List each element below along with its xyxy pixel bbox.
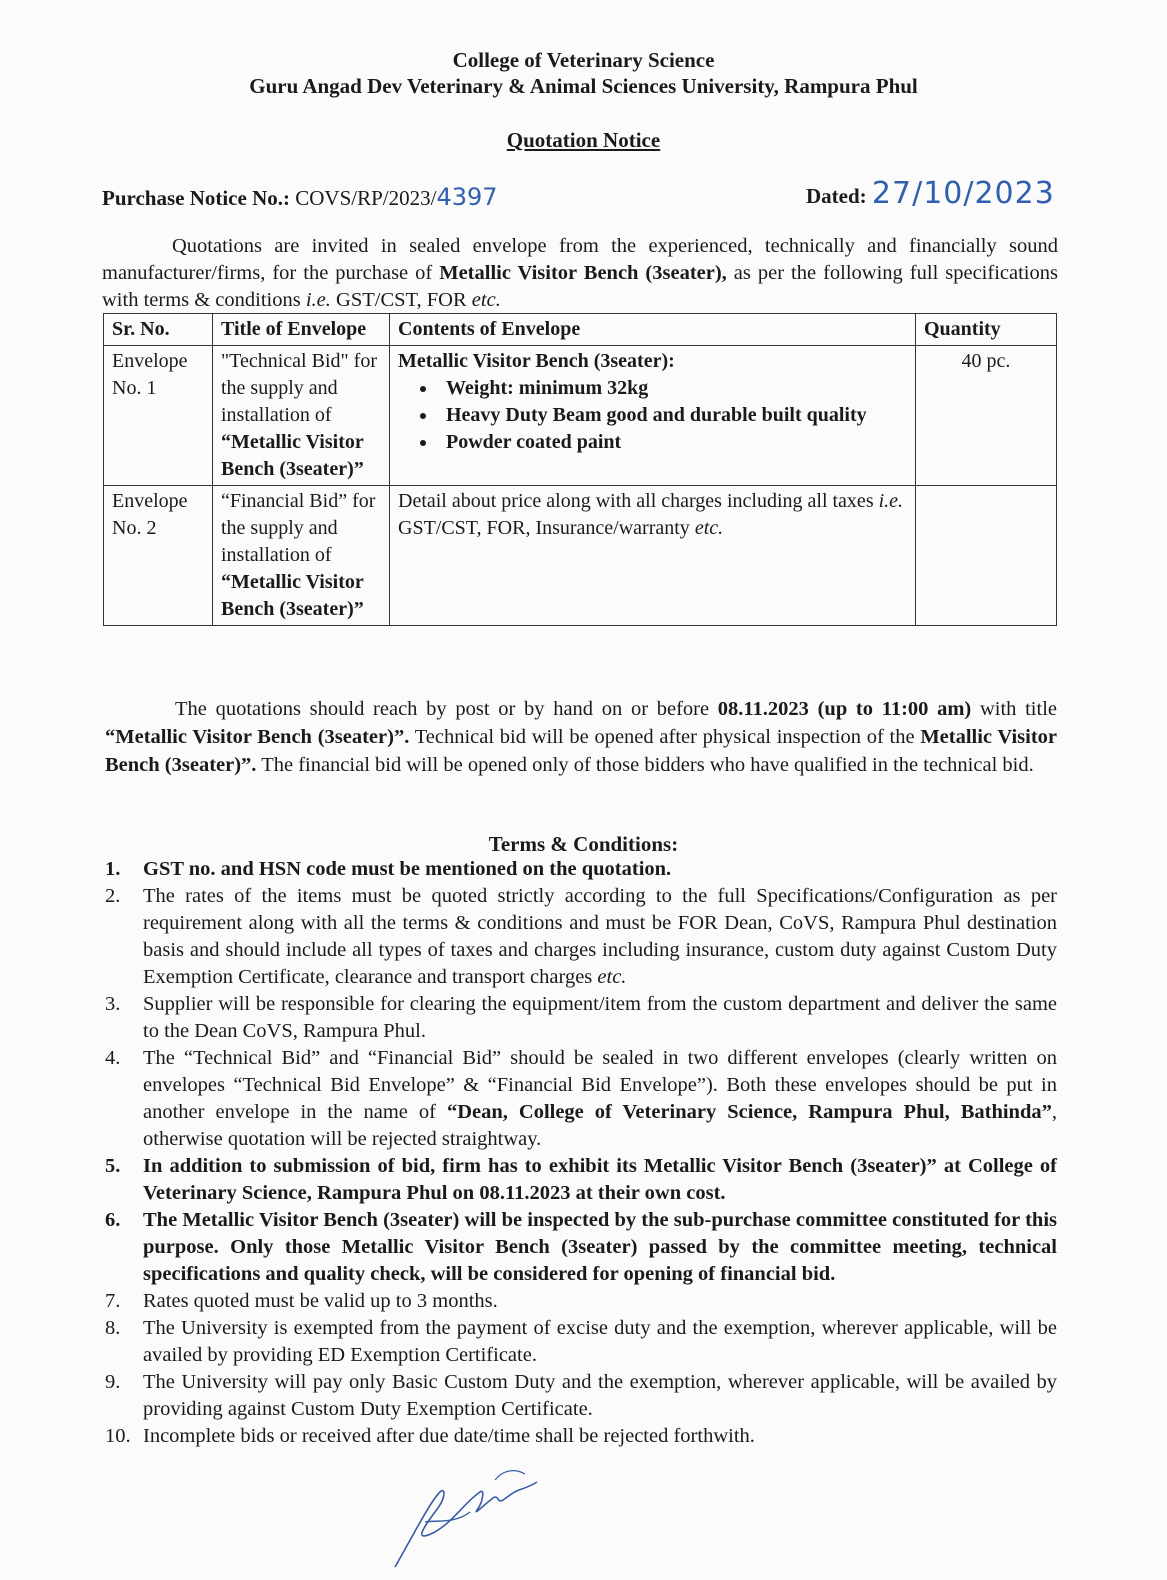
intro-text-3: GST/CST, FOR bbox=[330, 289, 472, 311]
terms-title: Terms & Conditions: bbox=[488, 832, 679, 856]
handwritten-date: 27/10/2023 bbox=[871, 176, 1055, 211]
term-text: GST no. and HSN code must be mentioned on the quotation. bbox=[143, 858, 672, 880]
list-item bbox=[105, 1045, 1057, 1153]
row1-title-item: “Metallic Visitor Bench (3seater)” bbox=[221, 431, 364, 480]
header-title: Title of Envelope bbox=[213, 314, 390, 346]
term-text: The Metallic Visitor Bench (3seater) will be inspected by the sub-purchase committee constituted for this purpose. Only those Metallic Visitor Bench (3seater) passed by the committee meeting, technical specifications and quality check, will be considered for opening of financial bid. bbox=[143, 1209, 1057, 1285]
list-item bbox=[105, 1153, 1057, 1207]
term-number: 2. bbox=[105, 885, 121, 907]
terms-list bbox=[105, 856, 1057, 1450]
row1-contents bbox=[390, 346, 916, 486]
term-number: 9. bbox=[105, 1371, 121, 1393]
list-item: • Heavy Duty Beam good and durable built quality bbox=[438, 402, 907, 429]
row2-contents bbox=[390, 486, 916, 626]
purchase-notice-prefix: COVS/RP/2023/ bbox=[295, 186, 437, 210]
term-text: The rates of the items must be quoted strictly according to the full Specifications/Configuration as per requirement along with all the terms & conditions and must be FOR Dean, CoVS, Rampura Phul destination basis and should include all types of taxes and charges including insurance, custom duty against Custom Duty Exemption Certificate, clearance and transport charges bbox=[143, 885, 1057, 988]
row2-contents-etc: etc. bbox=[694, 517, 724, 539]
term-number: 6. bbox=[105, 1209, 121, 1231]
header-sr-no: Sr. No. bbox=[104, 314, 213, 346]
handwritten-notice-number: 4397 bbox=[436, 183, 498, 211]
intro-text-1: Quotations are invited in sealed envelope from the experienced, technically and financially sound manufacturer/firms, for the purchase of bbox=[102, 235, 1058, 284]
term-text-etc: etc. bbox=[597, 966, 627, 988]
term-text: In addition to submission of bid, firm has to exhibit its Metallic Visitor Bench (3seater)” at College of Veterinary Science, Rampura Phul on 08.11.2023 at their own cost. bbox=[143, 1155, 1057, 1204]
term-text-end: , otherwise quotation will be rejected straightway. bbox=[143, 1101, 1057, 1150]
term-text: Incomplete bids or received after due date/time shall be rejected forthwith. bbox=[143, 1425, 755, 1447]
row2-title bbox=[213, 486, 390, 626]
submission-text-2: with title bbox=[971, 698, 1057, 720]
submission-text-4: The financial bid will be opened only of those bidders who have qualified in the technical bid. bbox=[256, 754, 1034, 776]
term-number: 8. bbox=[105, 1317, 121, 1339]
list-item: • Weight: minimum 32kg bbox=[438, 375, 907, 402]
university-name: Guru Angad Dev Veterinary & Animal Sciences University, Rampura Phul bbox=[249, 74, 918, 98]
list-item bbox=[105, 1207, 1057, 1288]
submission-title-2: Metallic Visitor Bench (3seater)”. bbox=[105, 726, 1057, 776]
term-number: 1. bbox=[105, 858, 121, 880]
header-contents: Contents of Envelope bbox=[390, 314, 916, 346]
submission-paragraph bbox=[105, 695, 1057, 779]
signature bbox=[385, 1462, 555, 1572]
purchase-notice-number bbox=[102, 183, 498, 211]
table-row bbox=[104, 346, 1057, 486]
row2-title-item: “Metallic Visitor Bench (3seater)” bbox=[221, 571, 364, 620]
term-text: Rates quoted must be valid up to 3 months. bbox=[143, 1290, 498, 1312]
row2-sr: Envelope No. 2 bbox=[104, 486, 213, 626]
submission-deadline: 08.11.2023 (up to 11:00 am) bbox=[717, 698, 972, 720]
row2-quantity bbox=[916, 486, 1057, 626]
term-text: The University is exempted from the payment of excise duty and the exemption, wherever applicable, will be availed by providing ED Exemption Certificate. bbox=[143, 1317, 1057, 1366]
term-text: The “Technical Bid” and “Financial Bid” should be sealed in two different envelopes (clearly written on envelopes “Technical Bid Envelope” & “Financial Bid Envelope”). Both these envelopes should be put in another envelope in the name of bbox=[143, 1047, 1057, 1123]
term-text: Supplier will be responsible for clearing the equipment/item from the custom department and deliver the same to the Dean CoVS, Rampura Phul. bbox=[143, 993, 1057, 1042]
term-number: 7. bbox=[105, 1290, 121, 1312]
list-item bbox=[105, 991, 1057, 1045]
row2-contents-text-2: GST/CST, FOR, Insurance/warranty bbox=[398, 517, 695, 539]
list-item bbox=[105, 1423, 1057, 1450]
submission-text-1: The quotations should reach by post or by hand on or before bbox=[175, 698, 718, 720]
list-item bbox=[105, 1369, 1057, 1423]
table-row bbox=[104, 486, 1057, 626]
term-text: The University will pay only Basic Custom Duty and the exemption, wherever applicable, will be availed by providing against Custom Duty Exemption Certificate. bbox=[143, 1371, 1057, 1420]
row1-quantity: 40 pc. bbox=[916, 346, 1057, 486]
term-number: 10. bbox=[105, 1425, 131, 1447]
intro-ie: i.e. bbox=[305, 289, 331, 311]
row1-title bbox=[213, 346, 390, 486]
table-header-row bbox=[104, 314, 1057, 346]
notice-date bbox=[806, 176, 1055, 211]
term-number: 3. bbox=[105, 993, 121, 1015]
page-title bbox=[0, 128, 1167, 153]
list-item bbox=[105, 1315, 1057, 1369]
specification-table bbox=[103, 313, 1057, 626]
list-item bbox=[105, 883, 1057, 991]
header-quantity: Quantity bbox=[916, 314, 1057, 346]
term-number: 4. bbox=[105, 1047, 121, 1069]
list-item bbox=[105, 856, 1057, 883]
submission-title-1: “Metallic Visitor Bench (3seater)”. bbox=[105, 726, 410, 748]
list-item bbox=[105, 1288, 1057, 1315]
institution-name: College of Veterinary Science bbox=[452, 48, 715, 72]
term-number: 5. bbox=[105, 1155, 121, 1177]
intro-item-name: Metallic Visitor Bench (3seater), bbox=[439, 262, 727, 284]
intro-text-2: as per the following full specifications with terms & conditions bbox=[102, 262, 1058, 311]
term-address: “Dean, College of Veterinary Science, Rampura Phul, Bathinda” bbox=[446, 1101, 1052, 1123]
intro-paragraph bbox=[102, 233, 1058, 314]
row2-title-text: “Financial Bid” for the supply and installation of bbox=[221, 490, 376, 566]
row1-sr: Envelope No. 1 bbox=[104, 346, 213, 486]
row2-contents-ie: i.e. bbox=[878, 490, 904, 512]
row1-contents-heading: Metallic Visitor Bench (3seater): bbox=[398, 350, 675, 372]
submission-text-3: Technical bid will be opened after physical inspection of the bbox=[409, 726, 921, 748]
spec-bullet-list bbox=[398, 375, 907, 456]
purchase-notice-label: Purchase Notice No.: bbox=[102, 186, 290, 210]
row1-title-text: "Technical Bid" for the supply and installation of bbox=[221, 350, 377, 426]
intro-etc: etc. bbox=[471, 289, 501, 311]
row2-contents-text-1: Detail about price along with all charges including all taxes bbox=[398, 490, 879, 512]
notice-title-text: Quotation Notice bbox=[506, 128, 661, 152]
dated-label: Dated: bbox=[806, 184, 867, 208]
list-item: • Powder coated paint bbox=[438, 429, 907, 456]
